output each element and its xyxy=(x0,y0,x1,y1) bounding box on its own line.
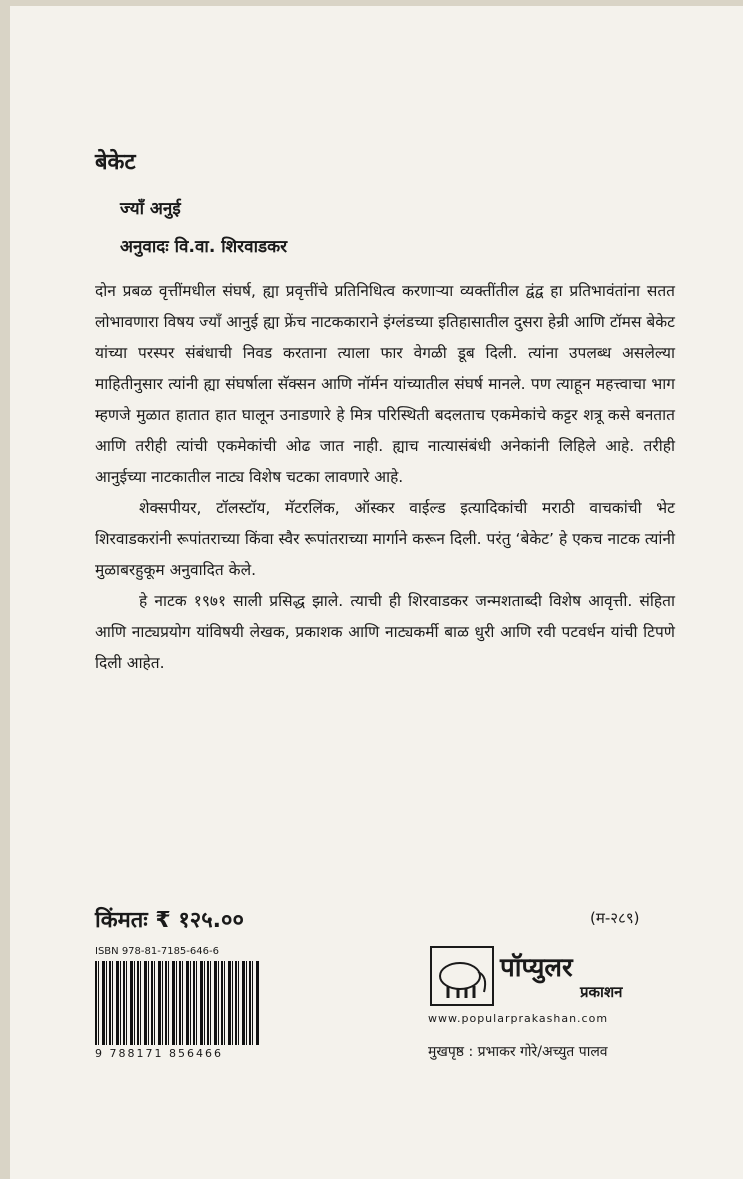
publisher-logo xyxy=(430,946,680,1010)
publisher-subname: प्रकाशन xyxy=(580,983,623,1001)
book-title: बेकेट xyxy=(95,150,136,175)
translator-credit: अनुवादः वि.वा. शिरवाडकर xyxy=(120,237,288,257)
blurb-paragraph-2: शेक्सपीयर, टॉलस्टॉय, मॅटरलिंक, ऑस्कर वाईल्ड इत्यादिकांची मराठी वाचकांची भेट शिरवाडकरांनी रूपांतराच्या किंवा स्वैर रूपांतराच्या मार्गाने करून दिली. परंतु ‘बेकेट’ हे एकच नाटक त्यांनी मुळाबरहुकूम अनुवादित केले. xyxy=(95,499,675,579)
catalog-code: (म-२८९) xyxy=(590,909,640,927)
blurb xyxy=(95,276,675,679)
isbn-label: ISBN 978-81-7185-646-6 xyxy=(95,946,219,957)
publisher-name: पॉप्युलर xyxy=(500,953,573,983)
publisher-website: www.popularprakashan.com xyxy=(428,1012,609,1025)
price-label: किंमतः ₹ १२५.०० xyxy=(95,908,244,933)
blurb-paragraph-1: दोन प्रबळ वृत्तींमधील संघर्ष, ह्या प्रवृत्तींचे प्रतिनिधित्व करणाऱ्या व्यक्तींतील द्वंद्व हा प्रतिभावंतांना सतत लोभावणारा विषय ज्याँ आनुई ह्या फ्रेंच नाटककाराने इंग्लंडच्या इतिहासातील दुसरा हेन्री आणि टॉमस बेकेट यांच्या परस्पर संबंधाची निवड करताना त्याला फार वेगळी डूब दिली. त्यांना उपलब्ध असलेल्या माहितीनुसार त्यांनी ह्या संघर्षाला सॅक्सन आणि नॉर्मन यांच्यातील संघर्ष मानले. पण त्याहून महत्त्वाचा भाग म्हणजे मुळात हातात हात घालून उनाडणारे हे मित्र परिस्थिती बदलताच एकमेकांचे कट्टर शत्रू कसे बनतात आणि तरीही त्यांची एकमेकांची ओढ जात नाही. ह्याच नात्यासंबंधी अनेकांनी लिहिले आहे. तरीही आनुईच्या नाटकातील नाट्य विशेष चटका लावणारे आहे. xyxy=(95,282,675,486)
barcode-digits: 9 788171 856466 xyxy=(95,1047,223,1060)
isbn-barcode xyxy=(95,961,260,1045)
blurb-paragraph-3: हे नाटक १९७१ साली प्रसिद्ध झाले. त्याची ही शिरवाडकर जन्मशताब्दी विशेष आवृत्ती. संहिता आणि नाट्यप्रयोग यांविषयी लेखक, प्रकाशक आणि नाट्यकर्मी बाळ धुरी आणि रवी पटवर्धन यांची टिपणे दिली आहेत. xyxy=(95,592,675,672)
elephant-icon xyxy=(430,946,494,1006)
author-name: ज्याँ अनुई xyxy=(120,199,181,219)
cover-credit: मुखपृष्ठ : प्रभाकर गोरे/अच्युत पालव xyxy=(428,1044,608,1060)
back-cover xyxy=(10,6,743,1179)
